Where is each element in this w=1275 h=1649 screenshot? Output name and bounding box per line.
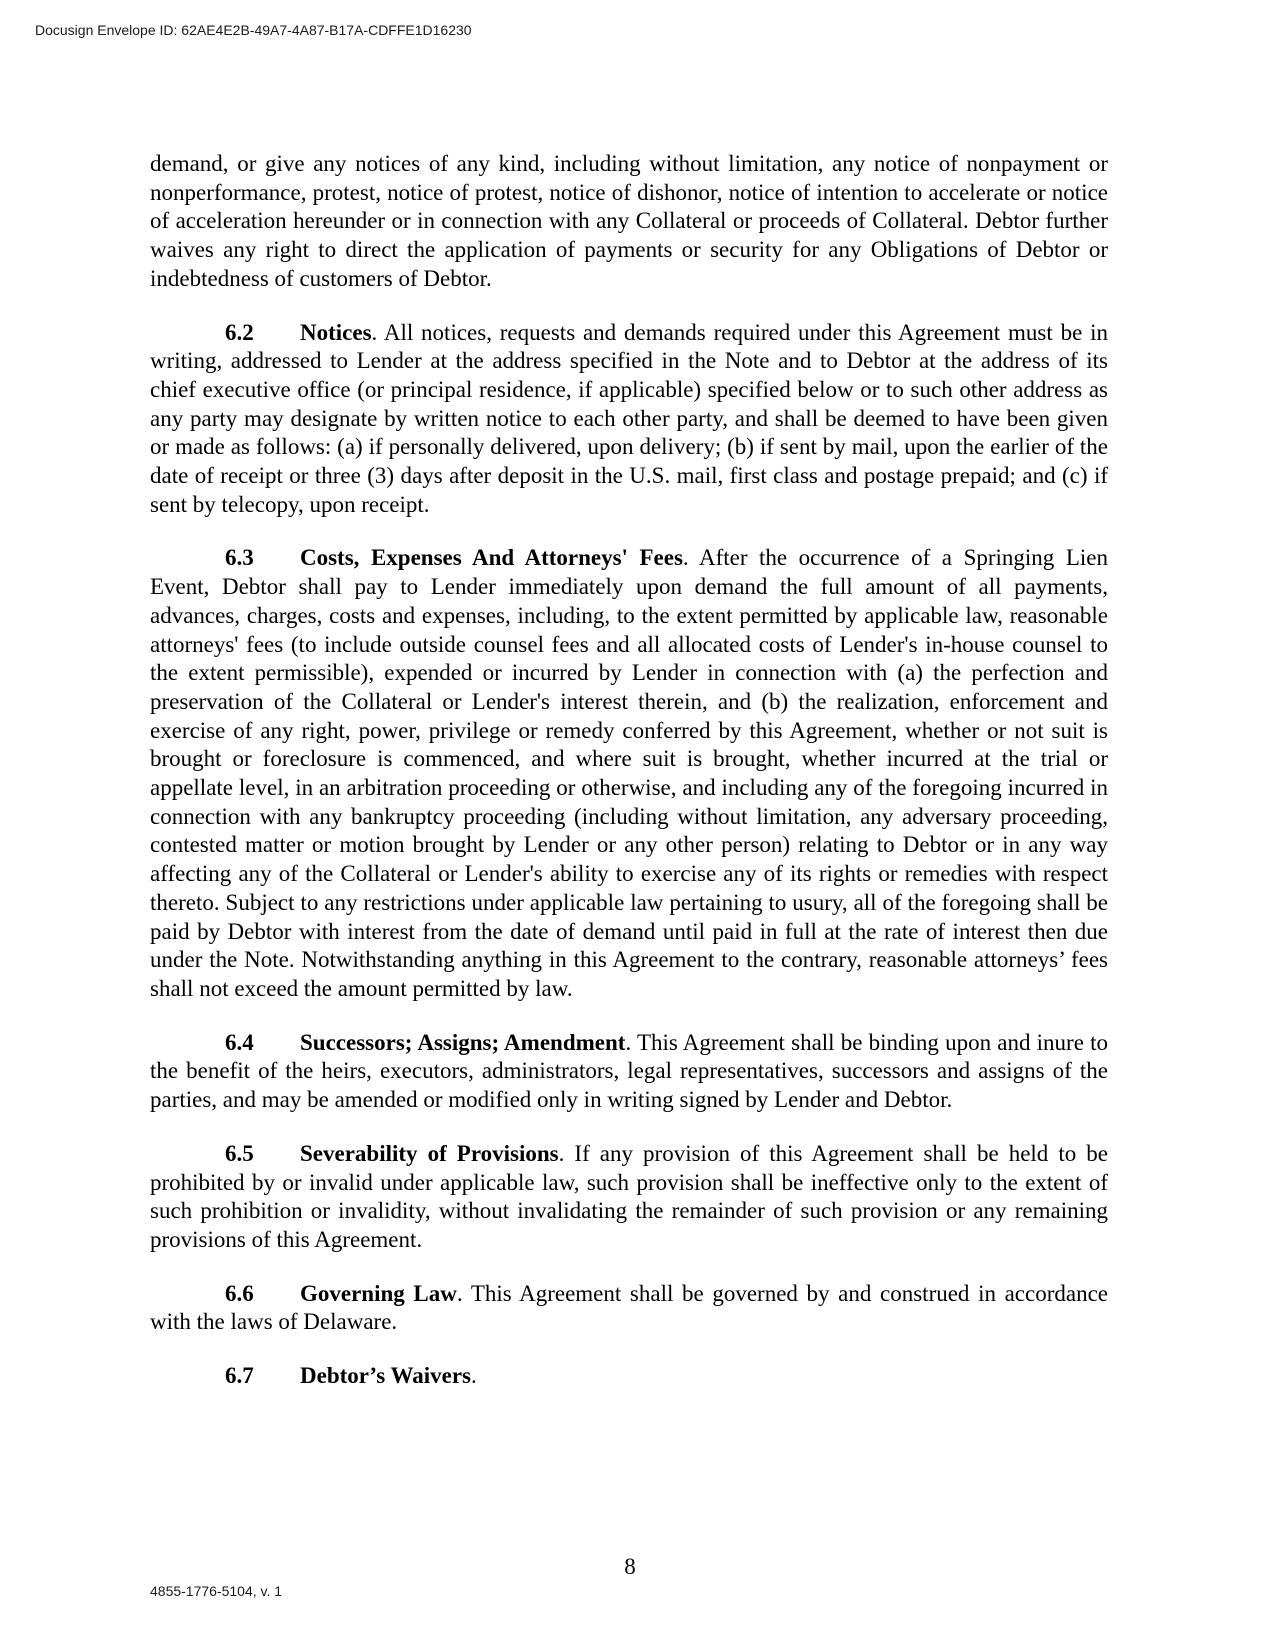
section-heading: Severability of Provisions xyxy=(300,1140,559,1166)
section-text: . All notices, requests and demands required under this Agreement must be in writing, addressed to Lender at the address specified in the Note and to Debtor at the address of its chief executive office (or principal residence, if applicable) specified below or to such other address as any party may designate by written notice to each other party, and shall be deemed to have been given or made as follows: (a) if personally delivered, upon delivery; (b) if sent by mail, upon the earlier of the date of receipt or three (3) days after deposit in the U.S. mail, first class and postage prepaid; and (c) if sent by telecopy, upon receipt. xyxy=(150,319,1108,517)
section-text: . This Agreement shall be governed by and construed in accordance with the laws of Delaware. xyxy=(150,1280,1109,1335)
section-number: 6.3 xyxy=(225,545,254,571)
continued-paragraph: demand, or give any notices of any kind, including without limitation, any notice of nonpayment or nonperformance, protest, notice of protest, notice of dishonor, notice of intention to accelerate or notice of acceleration hereunder or in connection with any Collateral or proceeds of Collateral. Debtor further waives any right to direct the application of payments or security for any Obligations of Debtor or indebtedness of customers of Debtor. xyxy=(150,151,1108,291)
section-6-3 xyxy=(150,544,1108,1003)
section-6-7 xyxy=(150,1362,1108,1391)
section-number: 6.7 xyxy=(225,1363,254,1389)
section-text: . After the occurrence of a Springing Lien Event, Debtor shall pay to Lender immediately upon demand the full amount of all payments, advances, charges, costs and expenses, including, to the extent permitted by applicable law, reasonable attorneys' fees (to include outside counsel fees and all allocated costs of Lender's in-house counsel to the extent permissible), expended or incurred by Lender in connection with (a) the perfection and preservation of the Collateral or Lender's interest therein, and (b) the realization, enforcement and exercise of any right, power, privilege or remedy conferred by this Agreement, whether or not suit is brought or foreclosure is commenced, and where suit is brought, whether incurred at the trial or appellate level, in an arbitration proceeding or otherwise, and including any of the foregoing incurred in connection with any bankruptcy proceeding (including without limitation, any adversary proceeding, contested matter or motion brought by Lender or any other person) relating to Debtor or in any way affecting any of the Collateral or Lender's ability to exercise any of its rights or remedies with respect thereto. Subject to any restrictions under applicable law pertaining to usury, all of the foregoing shall be paid by Debtor with interest from the date of demand until paid in full at the rate of interest then due under the Note. Notwithstanding anything in this Agreement to the contrary, reasonable attorneys’ fees shall not exceed the amount permitted by law. xyxy=(150,545,1108,1001)
document-body xyxy=(150,150,1108,1416)
section-heading: Successors; Assigns; Amendment xyxy=(300,1029,626,1055)
section-6-5 xyxy=(150,1140,1108,1255)
section-text: . This Agreement shall be binding upon and inure to the benefit of the heirs, executors, administrators, legal representatives, successors and assigns of the parties, and may be amended or modified only in writing signed by Lender and Debtor. xyxy=(150,1029,1108,1113)
section-6-6 xyxy=(150,1280,1108,1337)
section-heading: Costs, Expenses And Attorneys' Fees xyxy=(300,545,683,571)
section-text: . xyxy=(470,1363,477,1389)
section-heading: Debtor’s Waivers xyxy=(300,1363,471,1389)
page-number: 8 xyxy=(624,1554,636,1579)
section-number: 6.2 xyxy=(225,319,254,345)
section-heading: Notices xyxy=(300,319,372,345)
section-number: 6.5 xyxy=(225,1140,254,1166)
section-text: . If any provision of this Agreement shall be held to be prohibited by or invalid under applicable law, such provision shall be ineffective only to the extent of such prohibition or invalidity, without invalidating the remainder of such provision or any remaining provisions of this Agreement. xyxy=(150,1140,1109,1252)
section-heading: Governing Law xyxy=(300,1280,457,1306)
docusign-envelope-id: Docusign Envelope ID: 62AE4E2B-49A7-4A87-B17A-CDFFE1D16230 xyxy=(35,22,472,38)
section-number: 6.4 xyxy=(225,1029,254,1055)
document-id: 4855-1776-5104, v. 1 xyxy=(150,1583,283,1599)
section-6-4 xyxy=(150,1029,1108,1115)
section-6-2 xyxy=(150,319,1108,520)
section-number: 6.6 xyxy=(225,1280,254,1306)
